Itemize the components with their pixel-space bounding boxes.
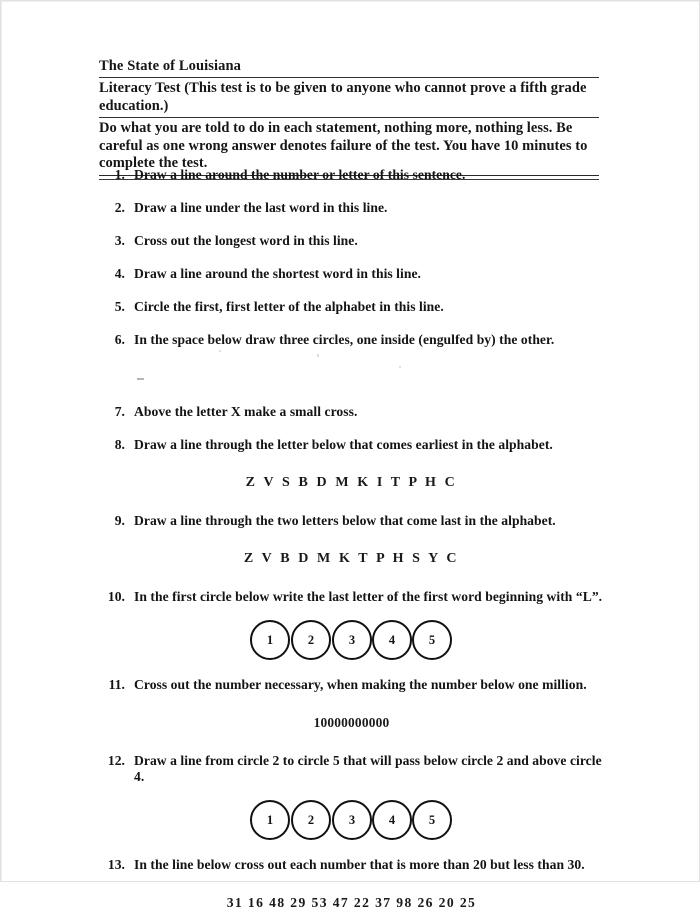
test-item-4	[99, 266, 604, 282]
scan-speck	[399, 366, 401, 368]
spacer	[99, 873, 604, 895]
spacer	[99, 183, 604, 200]
scan-artifact-dash	[137, 378, 144, 380]
numbered-circles-row-2	[250, 800, 453, 842]
circle-3: 3	[332, 800, 372, 840]
test-item-5	[99, 299, 604, 315]
letter-sequence-2: Z V B D M K T P H S Y C	[243, 551, 460, 566]
item-text: In the space below draw three circles, one inside (engulfed by) the other.	[134, 332, 555, 347]
spacer	[99, 216, 604, 233]
test-item-9	[99, 513, 604, 529]
test-items-list	[99, 167, 604, 911]
spacer	[99, 693, 604, 715]
item-text: Cross out the longest word in this line.	[134, 233, 358, 248]
circle-1: 1	[250, 620, 290, 660]
test-item-12	[99, 753, 604, 785]
circle-4: 4	[372, 620, 412, 660]
item-text: Above the letter X make a small cross.	[134, 404, 358, 419]
circle-2: 2	[291, 800, 331, 840]
number-sequence-row: 31 16 48 29 53 47 22 37 98 26 20 25	[226, 895, 477, 910]
item-number: 10.	[107, 589, 125, 604]
spacer	[99, 453, 604, 475]
test-item-7	[99, 404, 604, 420]
spacer	[99, 567, 604, 589]
test-item-3	[99, 233, 604, 249]
header-rule-1	[99, 77, 599, 78]
item-number: 7.	[114, 404, 125, 419]
scan-speck	[317, 354, 319, 357]
spacer	[99, 605, 604, 620]
item-number: 5.	[114, 299, 125, 314]
test-instructions: Do what you are told to do in each statement, nothing more, nothing less. Be careful as one wrong answer denotes failure of the test. You have 10 minutes to complete the test.	[99, 120, 588, 171]
spacer	[99, 420, 604, 437]
test-item-8	[99, 437, 604, 453]
letter-sequence-1: Z V S B D M K I T P H C	[245, 475, 458, 490]
numbered-circles-row-1	[250, 620, 453, 662]
item-text: Circle the first, first letter of the alphabet in this line.	[134, 299, 444, 314]
item-text: Draw a line around the number or letter of this sentence.	[134, 167, 466, 182]
spacer	[99, 529, 604, 551]
item-text: Draw a line through the two letters below that come last in the alphabet.	[134, 513, 556, 528]
one-million-number: 10000000000	[313, 715, 390, 730]
spacer	[99, 785, 604, 800]
test-item-1	[99, 167, 604, 183]
circle-5: 5	[412, 620, 452, 660]
circle-5: 5	[412, 800, 452, 840]
circle-1: 1	[250, 800, 290, 840]
item-number: 12.	[107, 753, 125, 768]
item-number: 11.	[108, 677, 125, 692]
spacer	[99, 491, 604, 513]
spacer	[99, 662, 604, 677]
item-number: 9.	[114, 513, 125, 528]
item-text: Draw a line under the last word in this line.	[134, 200, 388, 215]
test-item-10	[99, 589, 604, 605]
item-6-answer-space	[99, 348, 604, 404]
item-number: 8.	[114, 437, 125, 452]
spacer	[99, 731, 604, 753]
test-item-6	[99, 332, 604, 348]
item-number: 6.	[114, 332, 125, 347]
item-text: Draw a line through the letter below that comes earliest in the alphabet.	[134, 437, 553, 452]
header-rule-2	[99, 117, 599, 118]
spacer	[99, 842, 604, 857]
circle-2: 2	[291, 620, 331, 660]
spacer	[99, 249, 604, 266]
item-number: 2.	[114, 200, 125, 215]
item-text: In the line below cross out each number that is more than 20 but less than 30.	[134, 857, 585, 872]
test-subtitle: Literacy Test (This test is to be given to anyone who cannot prove a fifth grade education.)	[99, 80, 587, 114]
scan-speck	[219, 350, 221, 352]
test-item-2	[99, 200, 604, 216]
state-title: The State of Louisiana	[99, 58, 241, 74]
circle-3: 3	[332, 620, 372, 660]
document-header	[99, 58, 599, 182]
test-item-11	[99, 677, 604, 693]
item-number: 3.	[114, 233, 125, 248]
circle-4: 4	[372, 800, 412, 840]
item-text: Draw a line around the shortest word in this line.	[134, 266, 421, 281]
spacer	[99, 315, 604, 332]
spacer	[99, 282, 604, 299]
item-number: 1.	[114, 167, 125, 182]
item-number: 4.	[114, 266, 125, 281]
test-item-13	[99, 857, 604, 873]
item-text: In the first circle below write the last letter of the first word beginning with “L”.	[134, 589, 603, 604]
item-text: Draw a line from circle 2 to circle 5 that will pass below circle 2 and above circle 4.	[134, 753, 602, 784]
item-text: Cross out the number necessary, when making the number below one million.	[134, 677, 587, 692]
item-number: 13.	[107, 857, 125, 872]
